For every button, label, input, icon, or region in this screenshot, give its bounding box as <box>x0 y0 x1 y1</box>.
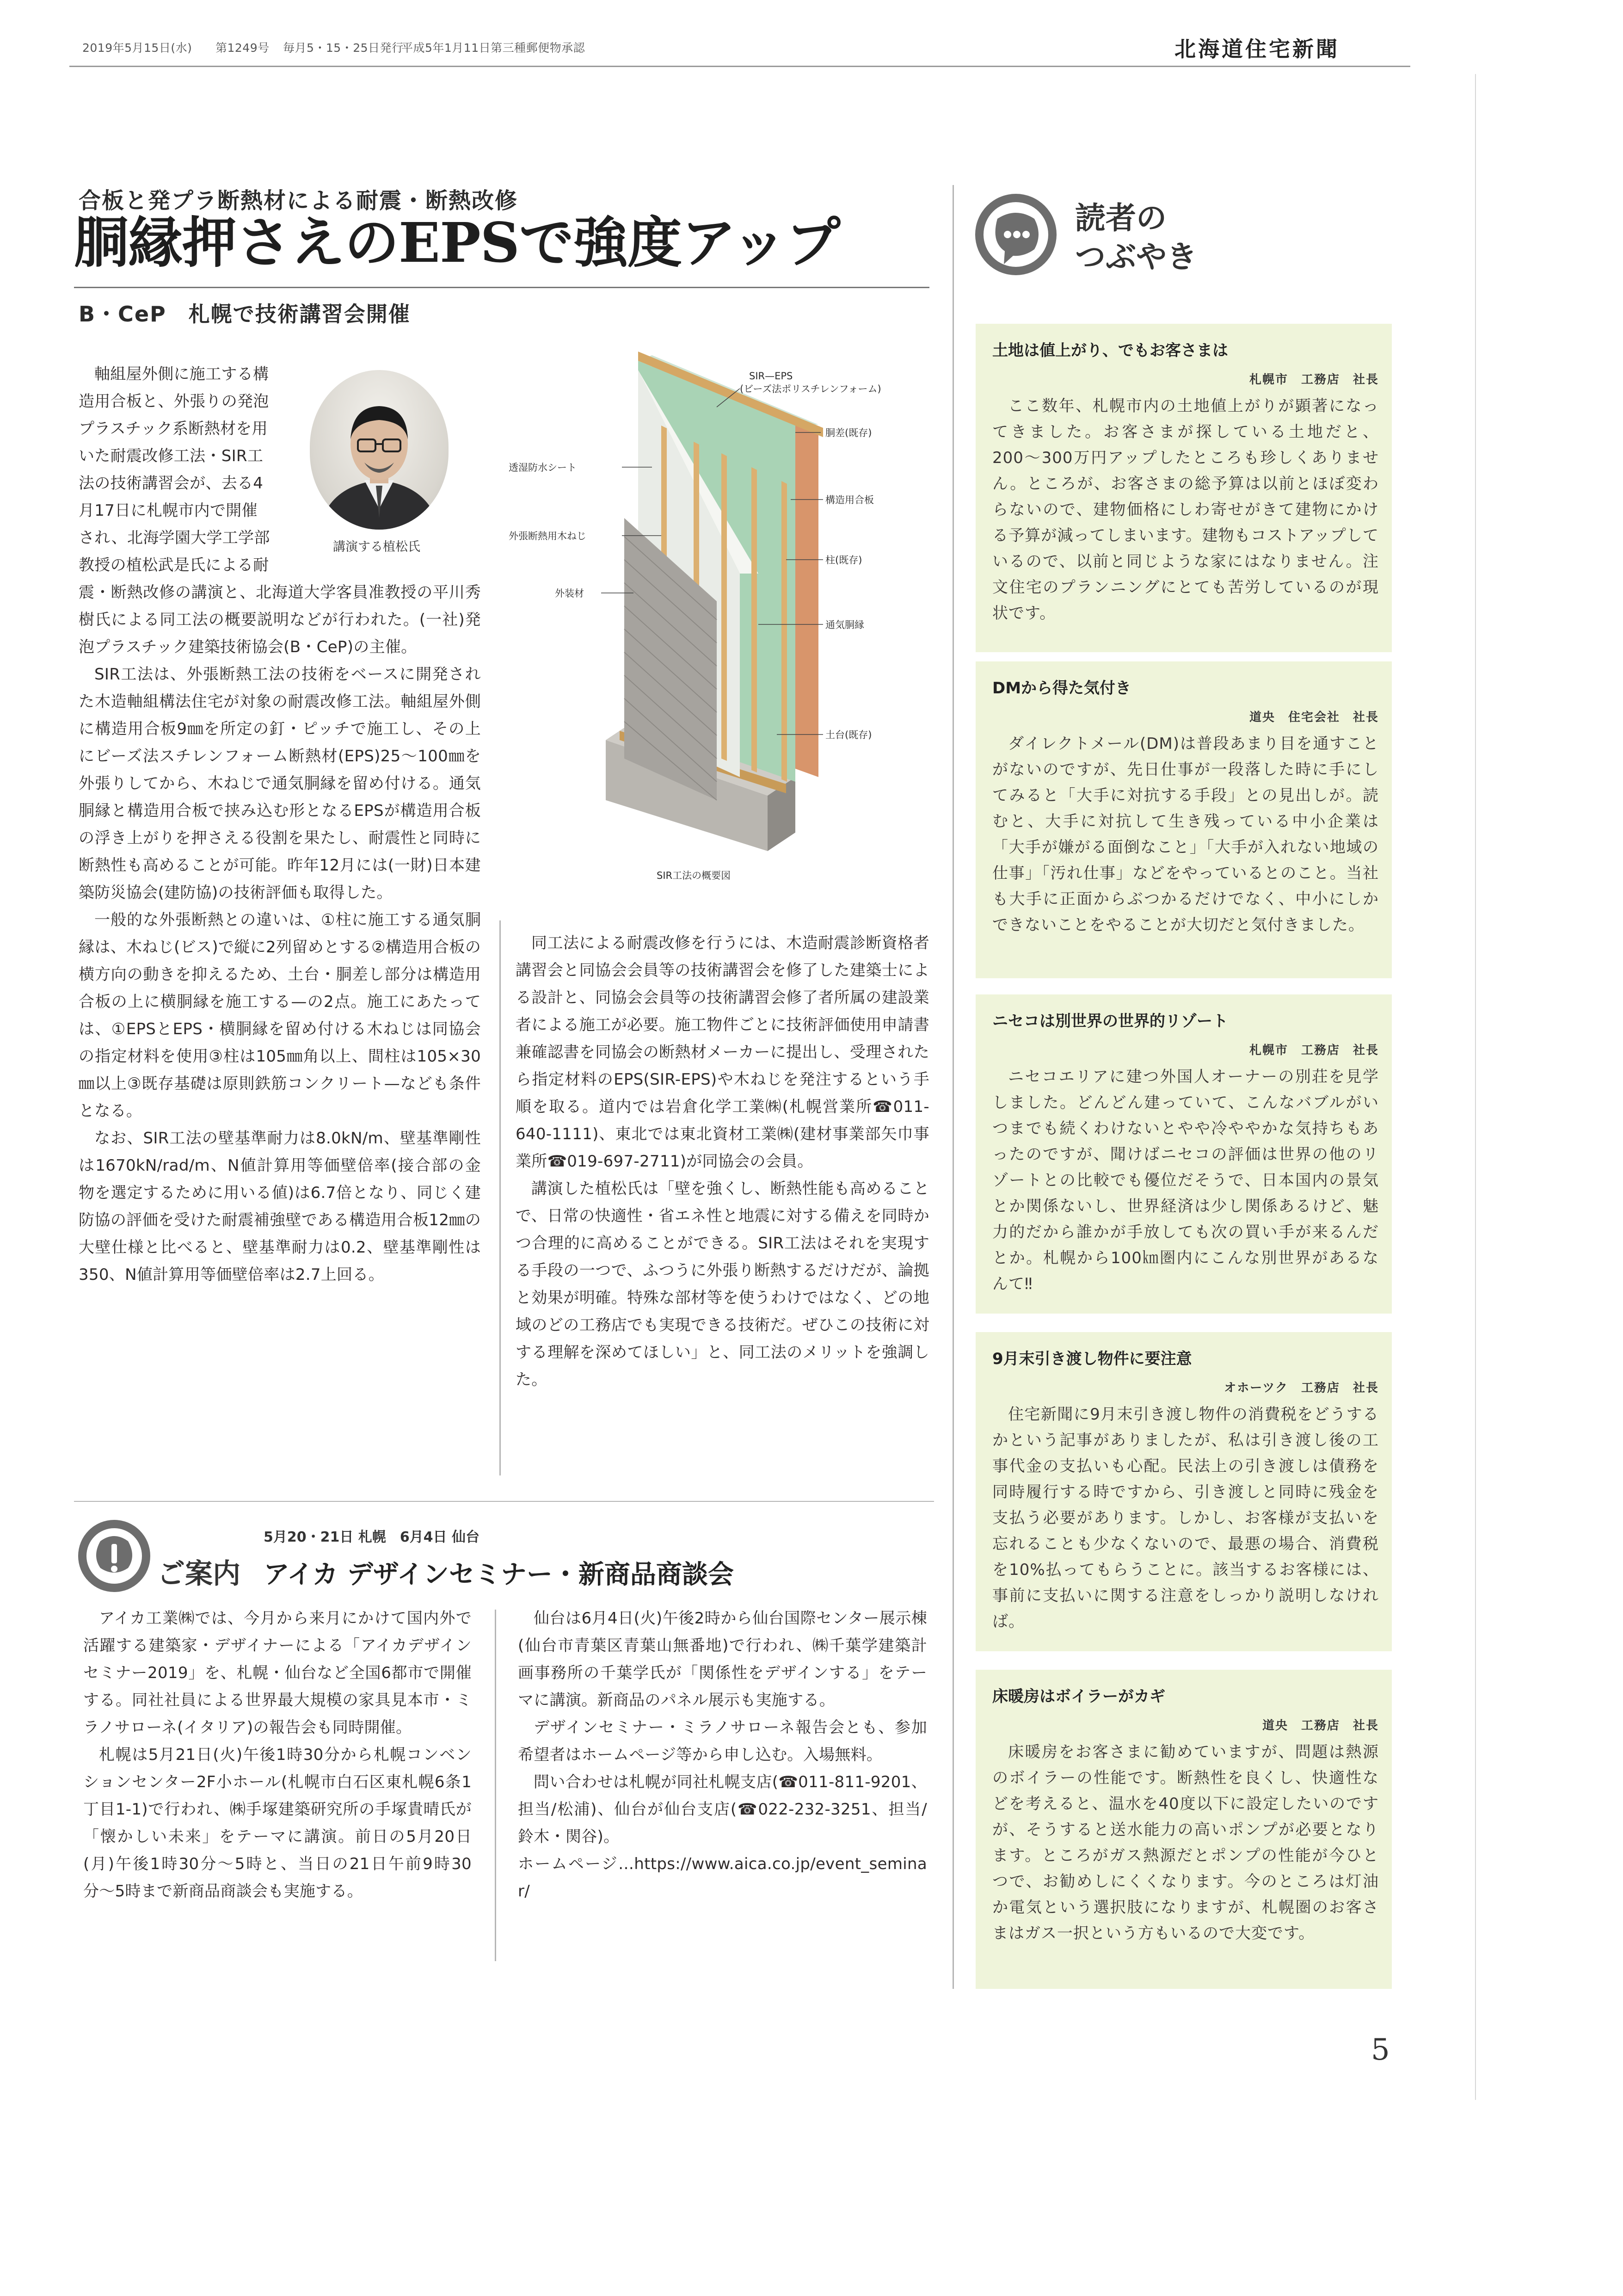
lead-line: 月17日に札幌市内で開催 <box>79 501 258 520</box>
reader-card <box>976 994 1392 1314</box>
label-hashira: 柱(既存) <box>825 555 862 566</box>
reader-card <box>976 324 1392 652</box>
article-paragraph: SIR工法は、外張断熱工法の技術をベースに開発された木造軸組構法住宅が対象の耐震改修工法。軸組屋外側に構造用合板9㎜を所定の釘・ピッチで施工し、その上にビーズ法スチレンフォーム断熱材(EPS)25〜100㎜を外張りしてから、木ねじで通気胴縁を留め付ける。通気胴縁と構造用合板で挟み込む形となるEPSが構造用合板の浮き上がりを押さえる役割を果たし、耐震性と同時に断熱性も高めることが可能。昨年12月には(一財)日本建築防災協会(建防協)の技術評価も取得した。 <box>79 665 481 902</box>
lead-line: いた耐震改修工法・SIR工 <box>79 447 264 465</box>
article-paragraph: 同工法による耐震改修を行うには、木造耐震診断資格者講習会と同協会会員等の技術講習会を修了した建築士による設計と、同協会会員等の技術講習会修了者所属の建設業者による施工が必要。施工物件ごとに技術評価使用申請書兼確認書を同協会の断熱材メーカーに提出し、受理されたら指定材料のEPS(SIR-EPS)や木ねじを発注するという手順を取る。道内では岩倉化学工業㈱(札幌営業所☎011-640-1111)、東北では東北資材工業㈱(建材事業部矢巾事業所☎019-697-2711)が同協会の会員。 <box>516 934 929 1171</box>
column-divider <box>495 1610 496 1961</box>
announcement-paragraph: デザインセミナー・ミラノサローネ報告会とも、参加希望者はホームページ等から申し込む。入場無料。 <box>518 1718 927 1764</box>
reader-card <box>976 661 1392 978</box>
reader-card-body: ダイレクトメール(DM)は普段あまり目を通すことがないのですが、先日仕事が一段落した時に手にしてみると「大手に対抗する手段」との見出しが。読むと、大手に対抗して生き残っている中小企業は「大手が嫌がる面倒なこと」「大手が入れない地域の仕事」「汚れ仕事」などをやっているとのこと。当社も大手に正面からぶつかるだけでなく、中小にしかできないことをやることが大切だと気付きました。 <box>992 734 1379 934</box>
masthead: 北海道住宅新聞 <box>1174 37 1340 62</box>
article-paragraph: 一般的な外張断熱との違いは、①柱に施工する通気胴縁は、木ねじ(ビス)で縦に2列留めとする②構造用合板の横方向の動きを抑えるため、土台・胴差し部分は構造用合板の上に横胴縁を施工する—の2点。施工にあたっては、①EPSとEPS・横胴縁を留め付ける木ねじは同協会の指定材料を使用③柱は105㎜角以上、間柱は105×30㎜以上③既存基礎は原則鉄筋コンクリート—なども条件となる。 <box>79 911 481 1120</box>
label-neji: 外張断熱用木ねじ <box>509 531 586 542</box>
speech-bubble-icon <box>973 192 1059 278</box>
lead-line: 法の技術講習会が、去る4 <box>79 474 264 493</box>
reader-card-title: 土地は値上がり、でもお客さまは <box>992 341 1228 360</box>
label-kouzou: 構造用合板 <box>825 494 874 506</box>
speaker-photo <box>310 370 449 530</box>
sir-diagram <box>499 342 943 907</box>
reader-card-author: 札幌市 工務店 社長 <box>1249 373 1379 387</box>
reader-card-body: 床暖房をお客さまに勧めていますが、問題は熱源のボイラーの性能です。断熱性を良くし、快適性などを考えると、温水を40度以下に設定したいのですが、そうすると送水能力の高いポンプが必要となります。ところがガス熱源だとポンプの性能が今ひとつで、お勧めしにくくなります。今のところは灯油か電気という選択肢になりますが、札幌圏のお客さまはガス一択という方もいるので大変です。 <box>992 1743 1379 1943</box>
speaker-portrait-icon <box>310 370 449 530</box>
reader-card-title: ニセコは別世界の世界的リゾート <box>992 1012 1228 1031</box>
reader-card-title: DMから得た気付き <box>992 679 1131 697</box>
article-subhead: B・CeP 札幌で技術講習会開催 <box>79 302 411 327</box>
reader-card-body: ここ数年、札幌市内の土地値上がりが顕著になってきました。お客さまが探している土地だと、200〜300万円アップしたところも珍しくありません。ところが、お客さまの総予算は以前とほぼ変わらないので、建物価格にしわ寄せがきて建物にかける予算が減ってしまいます。建物もコストアップしているので、以前と同じような家にはなりません。注文住宅のプランニングにとても苦労しているのが現状です。 <box>992 397 1379 623</box>
announcement-body-col2 <box>518 1605 927 1905</box>
announcement-paragraph: 仙台は6月4日(火)午後2時から仙台国際センター展示棟(仙台市青葉区青葉山無番地)で行われ、㈱千葉学建築計画事務所の千葉学氏が「関係性をデザインする」をテーマに講演。新商品のパネル展示も実施する。 <box>518 1609 927 1710</box>
column-divider <box>499 920 501 1475</box>
reader-card-author: 札幌市 工務店 社長 <box>1249 1043 1379 1057</box>
header-rule <box>69 66 1410 67</box>
announcement-icon <box>76 1518 153 1594</box>
announcement-top-rule <box>74 1501 934 1502</box>
label-dodai: 土台(既存) <box>825 729 872 741</box>
label-gaiso: 外装材 <box>555 588 584 599</box>
article-paragraph: 講演した植松氏は「壁を強くし、断熱性能も高めることで、日常の快適性・省エネ性と地震に対する備えを同時かつ合理的に高めることができる。SIR工法はそれを実現する手段の一つで、ふつうに外張り断熱するだけだが、論拠と効果が明確。特殊な部材等を使うわけではなく、どの地域のどの工務店でも実現できる技術だ。ぜひこの技術に対する理解を深めてほしい」と、同工法のメリットを強調した。 <box>516 1179 929 1389</box>
reader-card-title: 床暖房はボイラーがカギ <box>992 1687 1165 1706</box>
announcement-paragraph: 札幌は5月21日(火)午後1時30分から札幌コンベンションセンター2F小ホール(札幌市白石区東札幌6条1丁目1-1)で行われ、㈱手塚建築研究所の手塚貴晴氏が「懐かしい未来」をテーマに講演。前日の5月20日(月)午後1時30分〜5時と、当日の21日午前9時30分〜5時まで新商品商談会も実施する。 <box>83 1746 472 1901</box>
publication-schedule: 毎月5・15・25日発行 <box>283 41 404 55</box>
announcement-paragraph: 問い合わせは札幌が同社札幌支店(☎011-811-9201、担当/松浦)、仙台が仙台支店(☎022-232-3251、担当/鈴木・関谷)。 <box>518 1773 927 1846</box>
label-sir-eps-sub: (ビーズ法ポリスチレンフォーム) <box>740 383 881 395</box>
reader-icon <box>973 192 1059 278</box>
article-paragraph: なお、SIR工法の壁基準耐力は8.0kN/m、壁基準剛性は1670kN/rad/m、N値計算用等価壁倍率(接合部の金物を選定するために用いる値)は6.7倍となり、同じく建防協の評価を受けた耐震補強壁である構造用合板12㎜の大壁仕様と比べると、壁基準耐力は0.2、壁基準剛性は350、N値計算用等価壁倍率は2.7上回る。 <box>79 1129 481 1284</box>
article-headline: 胴縁押さえのEPSで強度アップ <box>74 210 840 275</box>
lead-line: され、北海学園大学工学部 <box>79 529 270 547</box>
reader-heading <box>1075 199 1197 277</box>
postal-approval: 平成5年1月11日第三種郵便物承認 <box>401 41 585 55</box>
announcement-meta: 5月20・21日 札幌 6月4日 仙台 <box>264 1529 480 1545</box>
reader-heading-line2: つぶやき <box>1075 239 1197 275</box>
label-dousa: 胴差(既存) <box>825 427 872 438</box>
article-body-col2 <box>516 930 929 1394</box>
lead-line: 教授の植松武是氏による耐 <box>79 556 269 574</box>
issue-date: 2019年5月15日(水) <box>82 41 192 55</box>
label-tsuuki: 通気胴縁 <box>825 619 864 630</box>
label-toushitsu: 透湿防水シート <box>509 462 577 473</box>
reader-card-author: 道央 工務店 社長 <box>1262 1719 1379 1733</box>
page-edge-rule <box>1475 74 1476 2100</box>
reader-card-body: ニセコエリアに建つ外国人オーナーの別荘を見学しました。どんどん建っていて、こんなバブルがいつまでも続くわけないとやや冷ややかな気持ちもあったのですが、聞けばニセコの評価は世界の他のリゾートとの比較でも優位だそうで、日本国内の景気とか関係ないし、世界経済は少し関係あるけど、魅力的だから誰かが手放しても次の買い手が来るんだとか。札幌から100㎞圏内にこんな別世界があるなんて‼ <box>992 1068 1379 1293</box>
lead-line: 造用合板と、外張りの発泡 <box>79 392 269 411</box>
announcement-title: アイカ デザインセミナー・新商品商談会 <box>264 1559 734 1590</box>
lead-line: 軸組屋外側に施工する構 <box>94 365 269 383</box>
announcement-body-col1 <box>83 1605 472 1905</box>
reader-card-title: 9月末引き渡し物件に要注意 <box>992 1350 1192 1368</box>
issue-number: 第1249号 <box>215 41 270 55</box>
page-number: 5 <box>1371 2033 1390 2067</box>
article-paragraph: 震・断熱改修の講演と、北海道大学客員准教授の平川秀樹氏による同工法の概要説明などが行われた。(一社)発泡プラスチック建築技術協会(B・CeP)の主催。 <box>79 583 481 656</box>
headline-rule <box>74 287 929 288</box>
reader-column-divider <box>953 185 954 1989</box>
announcement-paragraph: アイカ工業㈱では、今月から来月にかけて国内外で活躍する建築家・デザイナーによる「アイカデザインセミナー2019」を、札幌・仙台など全国6都市で開催する。同社社員による世界最大規模の家具見本市・ミラノサローネ(イタリア)の報告会も同時開催。 <box>83 1609 472 1737</box>
reader-card-author: オホーツク 工務店 社長 <box>1224 1381 1379 1395</box>
lead-narrow <box>79 361 287 579</box>
lead-line: プラスチック系断熱材を用 <box>79 420 268 438</box>
reader-heading-line1: 読者の <box>1075 200 1167 236</box>
diagram-caption: SIR工法の概要図 <box>657 870 731 881</box>
reader-card-author: 道央 住宅会社 社長 <box>1249 710 1379 724</box>
reader-card <box>976 1670 1392 1989</box>
photo-caption: 講演する植松氏 <box>333 540 420 554</box>
article-body-col1 <box>79 579 481 1289</box>
article-kicker: 合板と発プラ断熱材による耐震・断熱改修 <box>79 188 518 214</box>
label-sir-eps: SIR—EPS <box>749 370 793 382</box>
reader-card <box>976 1332 1392 1651</box>
announcement-url[interactable]: ホームページ…https://www.aica.co.jp/event_seminar/ <box>518 1855 927 1901</box>
reader-card-body: 住宅新聞に9月末引き渡し物件の消費税をどうするかという記事がありましたが、私は引き渡し後の工事代金の支払いも心配。民法上の引き渡しは債務を同時履行する時ですから、引き渡しと同時に残金を支払う必要があります。しかし、お客様が支払いを忘れることも少なくないので、最悪の場合、消費税を10%払ってもらうことに。該当するお客様には、事前に支払いに関する注意をしっかり説明しなければ。 <box>992 1405 1379 1631</box>
info-bubble-icon <box>76 1518 153 1594</box>
announcement-label: ご案内 <box>157 1558 240 1590</box>
wall-section-diagram <box>499 342 943 907</box>
